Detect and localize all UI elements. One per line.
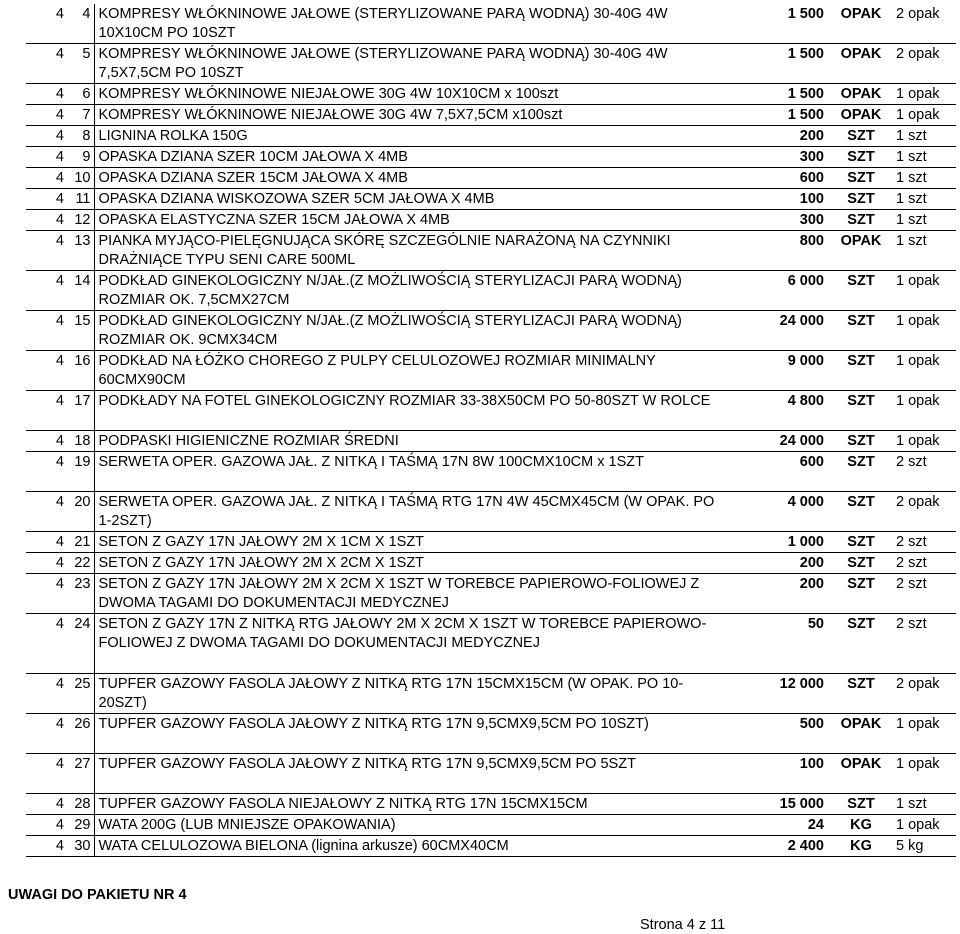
quantity-cell: 500 [720,714,828,754]
quantity-cell: 1 000 [720,532,828,553]
package-number-cell: 4 [26,105,70,126]
item-name-cell: KOMPRESY WŁÓKNINOWE JAŁOWE (STERYLIZOWANE PARĄ WODNĄ) 30-40G 4W 7,5X7,5CM PO 10SZT [94,44,720,84]
item-name-cell: PODPASKI HIGIENICZNE ROZMIAR ŚREDNI [94,431,720,452]
item-number-cell: 7 [70,105,94,126]
unit-cell: KG [828,815,894,836]
package-number-cell: 4 [26,44,70,84]
page-number: Strona 4 z 11 [640,917,726,933]
item-number-cell: 19 [70,452,94,492]
item-number-cell: 27 [70,754,94,794]
pack-size-cell: 1 opak [894,105,956,126]
pack-size-cell: 2 opak [894,674,956,714]
item-number-cell: 26 [70,714,94,754]
unit-cell: SZT [828,147,894,168]
unit-cell: SZT [828,271,894,311]
quantity-cell: 12 000 [720,674,828,714]
quantity-cell: 600 [720,452,828,492]
package-number-cell: 4 [26,271,70,311]
unit-cell: SZT [828,351,894,391]
items-table [26,4,956,857]
package-number-cell: 4 [26,754,70,794]
item-name-cell: KOMPRESY WŁÓKNINOWE JAŁOWE (STERYLIZOWANE PARĄ WODNĄ) 30-40G 4W 10X10CM PO 10SZT [94,4,720,44]
table-row [26,532,956,553]
item-name-cell: WATA 200G (LUB MNIEJSZE OPAKOWANIA) [94,815,720,836]
quantity-cell: 9 000 [720,351,828,391]
pack-size-cell: 1 szt [894,794,956,815]
table-row [26,105,956,126]
pack-size-cell: 2 opak [894,492,956,532]
unit-cell: OPAK [828,231,894,271]
table-row [26,210,956,231]
pack-size-cell: 2 szt [894,452,956,492]
table-row [26,574,956,614]
item-number-cell: 18 [70,431,94,452]
table-row [26,452,956,492]
pack-size-cell: 1 opak [894,84,956,105]
unit-cell: SZT [828,532,894,553]
table-row [26,231,956,271]
quantity-cell: 100 [720,189,828,210]
item-number-cell: 11 [70,189,94,210]
item-name-cell: TUPFER GAZOWY FASOLA JAŁOWY Z NITKĄ RTG 17N 9,5CMX9,5CM PO 10SZT) [94,714,720,754]
table-row [26,189,956,210]
unit-cell: SZT [828,210,894,231]
quantity-cell: 200 [720,126,828,147]
item-number-cell: 9 [70,147,94,168]
table-row [26,714,956,754]
quantity-cell: 24 [720,815,828,836]
unit-cell: SZT [828,391,894,431]
table-row [26,815,956,836]
unit-cell: OPAK [828,44,894,84]
package-number-cell: 4 [26,4,70,44]
unit-cell: OPAK [828,84,894,105]
item-name-cell: KOMPRESY WŁÓKNINOWE NIEJAŁOWE 30G 4W 10X10CM x 100szt [94,84,720,105]
quantity-cell: 6 000 [720,271,828,311]
package-number-cell: 4 [26,836,70,857]
package-number-cell: 4 [26,614,70,674]
item-name-cell: PIANKA MYJĄCO-PIELĘGNUJĄCA SKÓRĘ SZCZEGÓLNIE NARAŻONĄ NA CZYNNIKI DRAŻNIĄCE TYPU SENI CARE 500ML [94,231,720,271]
pack-size-cell: 1 szt [894,210,956,231]
item-name-cell: LIGNINA ROLKA 150G [94,126,720,147]
table-row [26,168,956,189]
quantity-cell: 1 500 [720,44,828,84]
item-name-cell: OPASKA DZIANA SZER 15CM JAŁOWA X 4MB [94,168,720,189]
item-name-cell: SETON Z GAZY 17N JAŁOWY 2M X 1CM X 1SZT [94,532,720,553]
table-row [26,614,956,674]
quantity-cell: 1 500 [720,4,828,44]
item-number-cell: 6 [70,84,94,105]
pack-size-cell: 1 opak [894,431,956,452]
item-number-cell: 14 [70,271,94,311]
quantity-cell: 15 000 [720,794,828,815]
unit-cell: OPAK [828,105,894,126]
package-number-cell: 4 [26,147,70,168]
package-number-cell: 4 [26,210,70,231]
pack-size-cell: 1 szt [894,189,956,210]
table-row [26,271,956,311]
pack-size-cell: 1 opak [894,754,956,794]
item-name-cell: SETON Z GAZY 17N Z NITKĄ RTG JAŁOWY 2M X 2CM X 1SZT W TOREBCE PAPIEROWO-FOLIOWEJ Z DWOMA TAGAMI DO DOKUMENTACJI MEDYCZNEJ [94,614,720,674]
unit-cell: SZT [828,574,894,614]
item-name-cell: PODKŁADY NA FOTEL GINEKOLOGICZNY ROZMIAR 33-38X50CM PO 50-80SZT W ROLCE [94,391,720,431]
pack-size-cell: 1 szt [894,147,956,168]
pack-size-cell: 5 kg [894,836,956,857]
pack-size-cell: 2 opak [894,4,956,44]
quantity-cell: 50 [720,614,828,674]
package-number-cell: 4 [26,794,70,815]
package-number-cell: 4 [26,351,70,391]
pack-size-cell: 1 opak [894,351,956,391]
pack-size-cell: 1 opak [894,714,956,754]
package-number-cell: 4 [26,452,70,492]
unit-cell: SZT [828,674,894,714]
pack-size-cell: 2 opak [894,44,956,84]
table-row [26,794,956,815]
quantity-cell: 200 [720,574,828,614]
quantity-cell: 2 400 [720,836,828,857]
quantity-cell: 24 000 [720,431,828,452]
table-row [26,147,956,168]
package-number-cell: 4 [26,231,70,271]
item-name-cell: PODKŁAD GINEKOLOGICZNY N/JAŁ.(Z MOŻLIWOŚCIĄ STERYLIZACJI PARĄ WODNĄ) ROZMIAR OK. 9CMX34CM [94,311,720,351]
unit-cell: OPAK [828,714,894,754]
unit-cell: OPAK [828,754,894,794]
unit-cell: KG [828,836,894,857]
quantity-cell: 4 800 [720,391,828,431]
item-name-cell: OPASKA DZIANA SZER 10CM JAŁOWA X 4MB [94,147,720,168]
pack-size-cell: 1 szt [894,168,956,189]
package-notes-heading: UWAGI DO PAKIETU NR 4 [8,887,187,903]
item-number-cell: 20 [70,492,94,532]
item-name-cell: OPASKA DZIANA WISKOZOWA SZER 5CM JAŁOWA X 4MB [94,189,720,210]
pack-size-cell: 1 opak [894,271,956,311]
unit-cell: SZT [828,311,894,351]
table-row [26,311,956,351]
item-name-cell: SERWETA OPER. GAZOWA JAŁ. Z NITKĄ I TAŚMĄ RTG 17N 4W 45CMX45CM (W OPAK. PO 1-2SZT) [94,492,720,532]
item-name-cell: SETON Z GAZY 17N JAŁOWY 2M X 2CM X 1SZT W TOREBCE PAPIEROWO-FOLIOWEJ Z DWOMA TAGAMI DO DOKUMENTACJI MEDYCZNEJ [94,574,720,614]
package-number-cell: 4 [26,714,70,754]
item-name-cell: SERWETA OPER. GAZOWA JAŁ. Z NITKĄ I TAŚMĄ 17N 8W 100CMX10CM x 1SZT [94,452,720,492]
table-row [26,836,956,857]
pack-size-cell: 1 opak [894,391,956,431]
item-name-cell: PODKŁAD GINEKOLOGICZNY N/JAŁ.(Z MOŻLIWOŚCIĄ STERYLIZACJI PARĄ WODNĄ) ROZMIAR OK. 7,5CMX27CM [94,271,720,311]
item-number-cell: 13 [70,231,94,271]
unit-cell: SZT [828,553,894,574]
item-number-cell: 8 [70,126,94,147]
table-row [26,126,956,147]
item-name-cell: OPASKA ELASTYCZNA SZER 15CM JAŁOWA X 4MB [94,210,720,231]
item-name-cell: WATA CELULOZOWA BIELONA (lignina arkusze) 60CMX40CM [94,836,720,857]
item-name-cell: KOMPRESY WŁÓKNINOWE NIEJAŁOWE 30G 4W 7,5X7,5CM x100szt [94,105,720,126]
unit-cell: SZT [828,431,894,452]
item-name-cell: TUPFER GAZOWY FASOLA JAŁOWY Z NITKĄ RTG 17N 15CMX15CM (W OPAK. PO 10-20SZT) [94,674,720,714]
item-number-cell: 24 [70,614,94,674]
table-row [26,391,956,431]
item-number-cell: 23 [70,574,94,614]
item-number-cell: 12 [70,210,94,231]
quantity-cell: 300 [720,210,828,231]
item-number-cell: 4 [70,4,94,44]
item-number-cell: 25 [70,674,94,714]
package-number-cell: 4 [26,431,70,452]
pack-size-cell: 1 szt [894,126,956,147]
unit-cell: OPAK [828,4,894,44]
item-number-cell: 10 [70,168,94,189]
unit-cell: SZT [828,126,894,147]
pack-size-cell: 1 opak [894,815,956,836]
quantity-cell: 4 000 [720,492,828,532]
item-number-cell: 15 [70,311,94,351]
package-number-cell: 4 [26,574,70,614]
package-number-cell: 4 [26,674,70,714]
pack-size-cell: 2 szt [894,553,956,574]
item-name-cell: SETON Z GAZY 17N JAŁOWY 2M X 2CM X 1SZT [94,553,720,574]
unit-cell: SZT [828,794,894,815]
pack-size-cell: 2 szt [894,574,956,614]
item-number-cell: 29 [70,815,94,836]
table-row [26,492,956,532]
item-number-cell: 17 [70,391,94,431]
package-number-cell: 4 [26,391,70,431]
item-name-cell: TUPFER GAZOWY FASOLA NIEJAŁOWY Z NITKĄ RTG 17N 15CMX15CM [94,794,720,815]
unit-cell: SZT [828,614,894,674]
package-number-cell: 4 [26,311,70,351]
item-name-cell: PODKŁAD NA ŁÓŻKO CHOREGO Z PULPY CELULOZOWEJ ROZMIAR MINIMALNY 60CMX90CM [94,351,720,391]
table-row [26,553,956,574]
unit-cell: SZT [828,452,894,492]
pack-size-cell: 2 szt [894,532,956,553]
quantity-cell: 300 [720,147,828,168]
item-number-cell: 21 [70,532,94,553]
item-number-cell: 5 [70,44,94,84]
item-number-cell: 30 [70,836,94,857]
package-number-cell: 4 [26,492,70,532]
item-number-cell: 22 [70,553,94,574]
quantity-cell: 100 [720,754,828,794]
table-row [26,754,956,794]
unit-cell: SZT [828,189,894,210]
item-number-cell: 16 [70,351,94,391]
package-number-cell: 4 [26,84,70,105]
table-row [26,431,956,452]
quantity-cell: 200 [720,553,828,574]
package-number-cell: 4 [26,126,70,147]
pack-size-cell: 1 szt [894,231,956,271]
table-row [26,4,956,44]
quantity-cell: 800 [720,231,828,271]
package-number-cell: 4 [26,168,70,189]
table-row [26,674,956,714]
quantity-cell: 1 500 [720,105,828,126]
table-row [26,351,956,391]
package-number-cell: 4 [26,532,70,553]
table-row [26,44,956,84]
quantity-cell: 24 000 [720,311,828,351]
package-number-cell: 4 [26,189,70,210]
unit-cell: SZT [828,168,894,189]
item-number-cell: 28 [70,794,94,815]
unit-cell: SZT [828,492,894,532]
pack-size-cell: 2 szt [894,614,956,674]
package-number-cell: 4 [26,553,70,574]
quantity-cell: 600 [720,168,828,189]
table-row [26,84,956,105]
quantity-cell: 1 500 [720,84,828,105]
package-number-cell: 4 [26,815,70,836]
pack-size-cell: 1 opak [894,311,956,351]
item-name-cell: TUPFER GAZOWY FASOLA JAŁOWY Z NITKĄ RTG 17N 9,5CMX9,5CM PO 5SZT [94,754,720,794]
